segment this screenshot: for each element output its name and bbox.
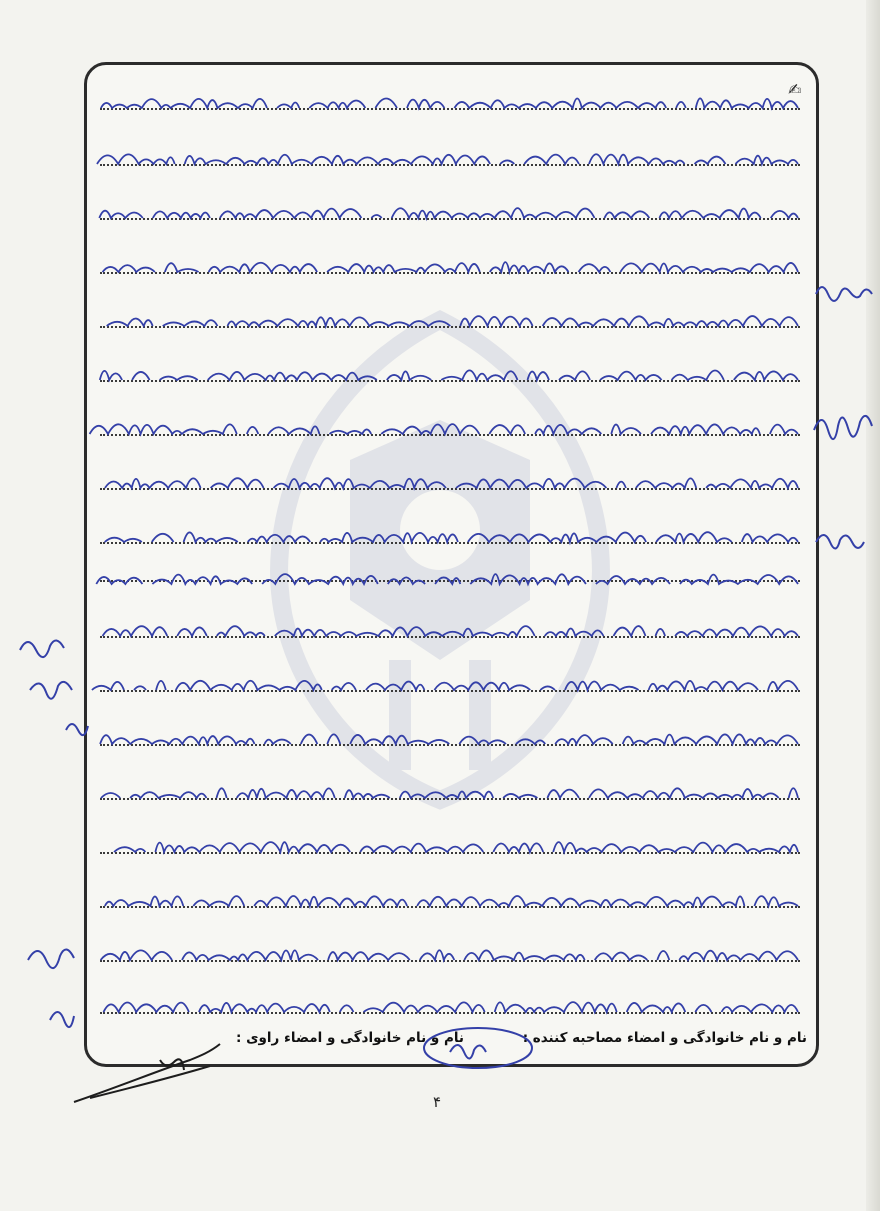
handwritten-line: [98, 880, 808, 920]
handwritten-line: [98, 610, 808, 650]
handwritten-line: [98, 558, 808, 598]
margin-note: [20, 930, 90, 1040]
handwritten-line: [98, 826, 808, 866]
handwritten-line: [98, 192, 808, 232]
margin-note: [10, 620, 90, 750]
handwritten-line: [98, 934, 808, 974]
narrator-signature: [70, 1040, 230, 1110]
handwritten-line: [98, 138, 808, 178]
handwritten-line: [98, 664, 808, 704]
handwritten-line: [98, 300, 808, 340]
handwritten-line: [98, 986, 808, 1026]
interviewer-signature-label: نام و نام خانوادگی و امضاء مصاحبه کننده :: [522, 1030, 807, 1046]
margin-note: [812, 520, 878, 560]
handwritten-line: [98, 408, 808, 448]
handwritten-line: [98, 462, 808, 502]
page-edge-shadow: [866, 0, 880, 1211]
handwritten-line: [98, 718, 808, 758]
handwritten-line: [98, 772, 808, 812]
interviewer-signature: [420, 1022, 540, 1072]
margin-note: [808, 400, 878, 450]
handwritten-line: [98, 82, 808, 122]
handwritten-line: [98, 354, 808, 394]
page-number: ۴: [433, 1093, 442, 1111]
handwritten-line: [98, 246, 808, 286]
pen-mark-icon: ✍: [788, 80, 802, 99]
handwritten-line: [98, 516, 808, 556]
margin-note: [812, 270, 878, 310]
narrator-signature-label: نام و نام خانوادگی و امضاء راوی :: [236, 1030, 464, 1046]
